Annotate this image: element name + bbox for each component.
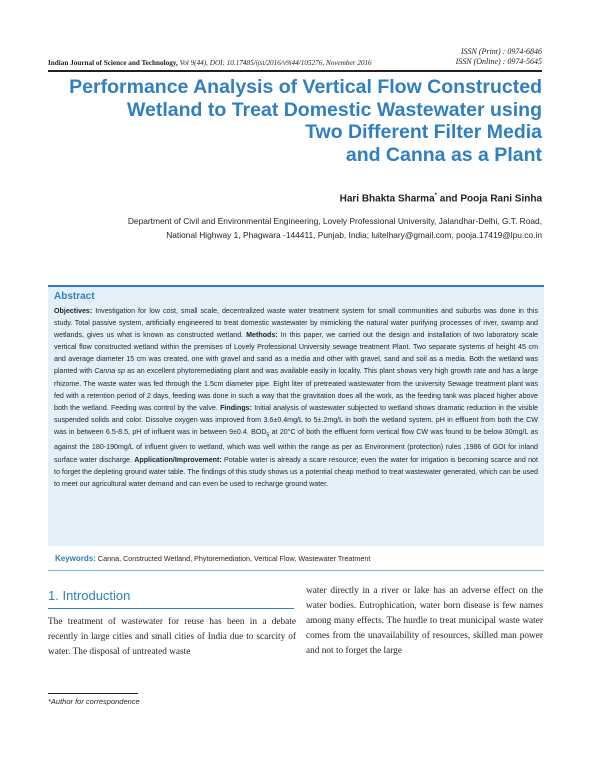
title-line: Two Different Filter Media — [305, 121, 542, 143]
keywords-text: Canna, Constructed Wetland, Phytoremediation, Vertical Flow, Wastewater Treatment — [95, 554, 371, 563]
bod-subscript: 5 — [266, 432, 270, 439]
journal-details: Vol 9(44), DOI: 10.17485/ijst/2016/v9i44/105276, November 2016 — [177, 59, 372, 67]
findings-text-cont: at 20°C of both the effluent form vertical flow CW was found to be below 30mg/L as against the 180-190mg/L of influent given to wetland, which was well within the range as per as Environment (protection) rules ,1986 of GOI for inland surface water discharge. — [54, 427, 538, 464]
author-rest: and Pooja Rani Sinha — [436, 193, 542, 205]
title-line: Performance Analysis of Vertical Flow Constructed — [69, 76, 542, 98]
affiliation-line: Department of Civil and Environmental Engineering, Lovely Professional University, Jalandhar-Delhi, G.T. Road, — [127, 216, 542, 226]
intro-right-column: water directly in a river or lake has an adverse effect on the water bodies. Eutrophication, water born disease is few names among many effects. The hurdle to treat municipal waste water comes from the unavailability of resources, skilled man power and not to forget the large — [306, 586, 543, 656]
journal-name: Indian Journal of Science and Technology, — [48, 59, 178, 67]
issn-online: ISSN (Online) : 0974-5645 — [455, 57, 542, 66]
abstract-box — [48, 285, 544, 546]
application-text: Potable water is already a scare resource; even the water for irrigation is becoming scarce and not to forget the depleting ground water table. The findings of this study shows us a potential cheap method to treat wastewater generated, which can be used to meet our agricultural water demand and can even be used to recharge ground water. — [54, 455, 538, 488]
issn-block — [456, 47, 542, 67]
methods-text-cont: as an excellent phytoremediating plant and was available easily in locality. This plant shows very high growth rate and has a large rhizome. The waste water was fed through the 1.5cm diameter pipe. Eight liter of pretreated wastewater from the university Sewage treatment plant was fed with a retention period of 2 days, feeding was done in such a way that the gravitation does all the work, as the feeding tank was placed higher above both the wetland. Feeding was control by the valve. — [54, 367, 538, 412]
header-rule — [48, 70, 542, 72]
title-line: Wetland to Treat Domestic Wastewater using — [126, 98, 542, 121]
paper-title — [42, 76, 542, 166]
methods-text: In this paper, we carried out the design and installation of two laboratory scale vertical flow constructed wetland within the premises of Lovely Professional University sewage treatment Plant. Two separate systems of height 45 cm and average diameter 15 cm was created, one with gravel and sand as a media and other with gravel, sand and soil as a media. Both the wetland was planted with — [54, 331, 538, 376]
methods-italic: Canna sp — [94, 367, 125, 376]
keywords-rule — [48, 570, 544, 571]
introduction-rule — [48, 608, 294, 609]
intro-left-column: The treatment of wastewater for reuse has been in a debate recently in large cities and small cities of India due to scarcity of water. The disposal of untreated waste — [48, 617, 296, 657]
abstract-heading: Abstract — [54, 291, 95, 302]
author-first: Hari Bhakta Sharma — [339, 193, 435, 205]
corresponding-mark: * — [434, 193, 437, 199]
journal-citation — [48, 59, 428, 67]
keywords — [55, 554, 545, 563]
issn-print: ISSN (Print) : 0974-6846 — [460, 47, 542, 56]
introduction-heading: 1. Introduction — [48, 588, 131, 603]
methods-label: Methods: — [246, 331, 278, 340]
affiliation-line: National Highway 1, Phagwara -144411, Punjab, India; luitelhary@gmail.com, pooja.17419@lpu.co.in — [166, 230, 542, 240]
title-line: and Canna as a Plant — [345, 143, 542, 166]
application-label: Application/Improvement: — [134, 455, 222, 464]
abstract-body — [54, 305, 538, 490]
objectives-label: Objectives: — [54, 307, 93, 315]
affiliation — [42, 214, 542, 242]
keywords-label: Keywords: — [55, 554, 96, 563]
objectives-text: Investigation for low cost, small scale, decentralized waste water treatment system for small communities and suburbs was done in this study. Total passive system, artificially engineered to treat domestic wastewater by mimicking the natural water purifying processes of river, swamp and wetlands, gives us what is known as constructed wetland. — [54, 307, 538, 340]
footnote: *Author for correspondence — [48, 697, 140, 706]
findings-label: Findings: — [220, 403, 252, 412]
footnote-rule — [48, 693, 138, 694]
findings-text: Initial analysis of wastewater subjected to wetland shows dramatic reduction in the visible suspended solids and color. Dissolve oxygen was improved from 3.6±0.4mg/L to 5±.2mg/L in both the wetland system. pH in effluent from both the CW was in between 6.5-8.5, pH of influent was in between 9±0.4. BOD — [54, 403, 538, 436]
authors — [340, 193, 542, 204]
